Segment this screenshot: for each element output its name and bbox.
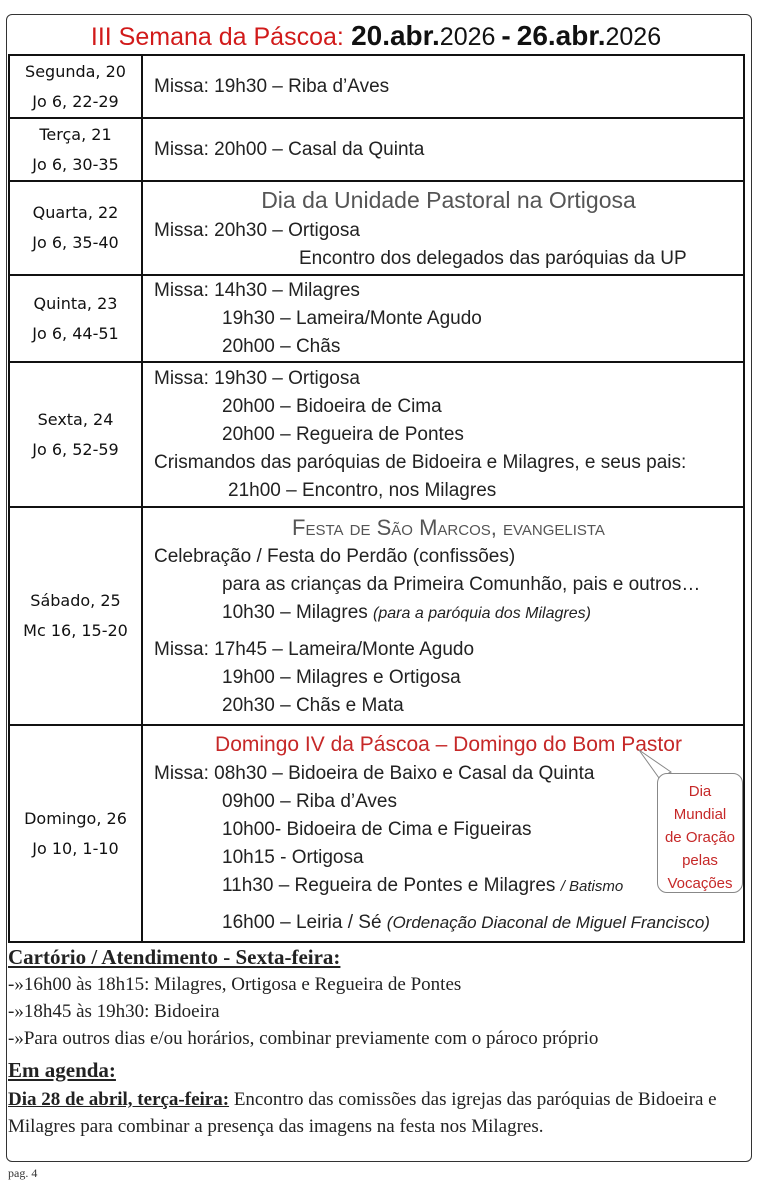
page-title (6, 18, 746, 54)
content-cell (142, 507, 744, 725)
event-line: Crismandos das paróquias de Bidoeira e Milagres, e seus pais: (154, 451, 687, 473)
day-cell (9, 275, 142, 362)
day-reading: Jo 6, 44-51 (32, 323, 119, 343)
cartorio-line: -»Para outros dias e/ou horários, combinar previamente com o pároco próprio (8, 1028, 599, 1049)
content-cell (142, 362, 744, 507)
cartorio-line: -»18h45 às 19h30: Bidoeira (8, 1001, 220, 1022)
callout-line: Dia (688, 783, 712, 800)
event-line: Missa: 19h30 – Ortigosa (154, 367, 360, 389)
event-line: 20h00 – Chãs (222, 335, 341, 357)
content-cell (142, 725, 744, 942)
callout-line: pelas (682, 852, 718, 869)
day-label: Quarta, 22 (32, 203, 119, 222)
day-reading: Jo 6, 30-35 (32, 154, 119, 174)
day-label: Terça, 21 (39, 124, 112, 144)
event-line: Missa: 20h00 – Casal da Quinta (154, 138, 425, 160)
content-cell (142, 181, 744, 275)
callout-line: Mundial (673, 806, 727, 823)
event-text: 10h30 – Milagres (222, 601, 368, 623)
spacer (154, 901, 743, 909)
event-line: 10h00- Bidoeira de Cima e Figueiras (222, 819, 532, 840)
content-cell (142, 275, 744, 362)
day-label: Segunda, 20 (25, 61, 126, 81)
event-line: Celebração / Festa do Perdão (confissões) (154, 545, 516, 567)
day-cell (9, 55, 142, 118)
day-label: Quinta, 23 (33, 293, 118, 313)
event-note: / Batismo (560, 878, 624, 895)
event-line: 20h30 – Chãs e Mata (222, 694, 404, 716)
content-cell (142, 118, 744, 181)
event-line: para as crianças da Primeira Comunhão, pais e outros… (222, 573, 701, 595)
day-title: Domingo IV da Páscoa – Domingo do Bom Pastor (215, 733, 682, 756)
title-date-end: 26.abr. (516, 20, 606, 51)
event-text: 11h30 – Regueira de Pontes e Milagres (222, 875, 556, 896)
day-label: Sexta, 24 (37, 409, 114, 429)
event-line: 20h00 – Regueira de Pontes (222, 423, 464, 445)
agenda-item-text: Encontro das comissões das igrejas das paróquias de Bidoeira e Milagres para combinar a presença das imagens na festa nos Milagres. (8, 1089, 717, 1137)
day-title (154, 513, 743, 543)
cartorio-heading: Cartório / Atendimento - Sexta-feira: (8, 945, 341, 969)
event-note: (Ordenação Diaconal de Miguel Francisco) (386, 913, 710, 932)
page-number: pag. 4 (8, 1166, 38, 1180)
event-line: Encontro dos delegados das paróquias da UP (299, 248, 687, 269)
event-line: 09h00 – Riba d’Aves (222, 791, 397, 812)
title-year-end: 2026 (605, 23, 662, 51)
event-line: 10h15 - Ortigosa (222, 847, 364, 868)
event-line: 19h30 – Lameira/Monte Agudo (222, 307, 482, 329)
table-row-monday (9, 55, 744, 118)
event-text: 16h00 – Leiria / Sé (222, 912, 382, 933)
agenda-heading: Em agenda: (8, 1058, 116, 1082)
day-reading: Jo 6, 52-59 (32, 439, 119, 459)
event-line: Missa: 20h30 – Ortigosa (154, 220, 360, 241)
day-reading: Jo 6, 22-29 (32, 91, 119, 111)
table-row-sunday (9, 725, 744, 942)
table-row-wednesday (9, 181, 744, 275)
event-line: Missa: 08h30 – Bidoeira de Baixo e Casal da Quinta (154, 763, 595, 784)
agenda-item (8, 1086, 750, 1140)
table-row-friday (9, 362, 744, 507)
event-line: 21h00 – Encontro, nos Milagres (228, 479, 497, 501)
day-cell (9, 507, 142, 725)
spacer (154, 628, 743, 636)
event-line: Missa: 14h30 – Milagres (154, 279, 360, 301)
day-cell (9, 725, 142, 942)
content-cell (142, 55, 744, 118)
table-row-thursday (9, 275, 744, 362)
event-line (154, 599, 743, 628)
schedule-table (8, 54, 745, 943)
day-reading: Jo 6, 35-40 (32, 233, 119, 252)
event-line (154, 909, 743, 937)
day-label: Domingo, 26 (24, 808, 127, 828)
day-reading: Mc 16, 15-20 (23, 621, 128, 640)
callout-line: Vocações (667, 875, 733, 892)
day-title: Dia da Unidade Pastoral na Ortigosa (261, 187, 636, 213)
event-line: Missa: 17h45 – Lameira/Monte Agudo (154, 638, 475, 660)
table-row-saturday (9, 507, 744, 725)
title-dash: - (501, 20, 511, 51)
day-cell (9, 362, 142, 507)
event-line: 20h00 – Bidoeira de Cima (222, 395, 442, 417)
title-week: III Semana da Páscoa: (90, 23, 344, 51)
cartorio-line: -»16h00 às 18h15: Milagres, Ortigosa e Regueira de Pontes (8, 974, 462, 995)
title-date-start: 20.abr. (351, 20, 440, 51)
event-line: Missa: 19h30 – Riba d’Aves (154, 75, 390, 97)
info-section (8, 943, 750, 1140)
table-row-tuesday (9, 118, 744, 181)
title-year-start: 2026 (439, 23, 496, 51)
vocations-callout (657, 773, 743, 893)
day-reading: Jo 10, 1-10 (32, 838, 119, 858)
day-cell (9, 181, 142, 275)
event-line: 19h00 – Milagres e Ortigosa (222, 666, 461, 688)
festa-title: Festa de São Marcos, evangelista (292, 514, 605, 540)
event-line (154, 872, 743, 901)
day-cell (9, 118, 142, 181)
event-note: (para a paróquia dos Milagres) (373, 604, 591, 622)
callout-line: de Oração (664, 829, 736, 846)
agenda-item-date: Dia 28 de abril, terça-feira: (8, 1089, 230, 1110)
day-label: Sábado, 25 (30, 591, 121, 610)
